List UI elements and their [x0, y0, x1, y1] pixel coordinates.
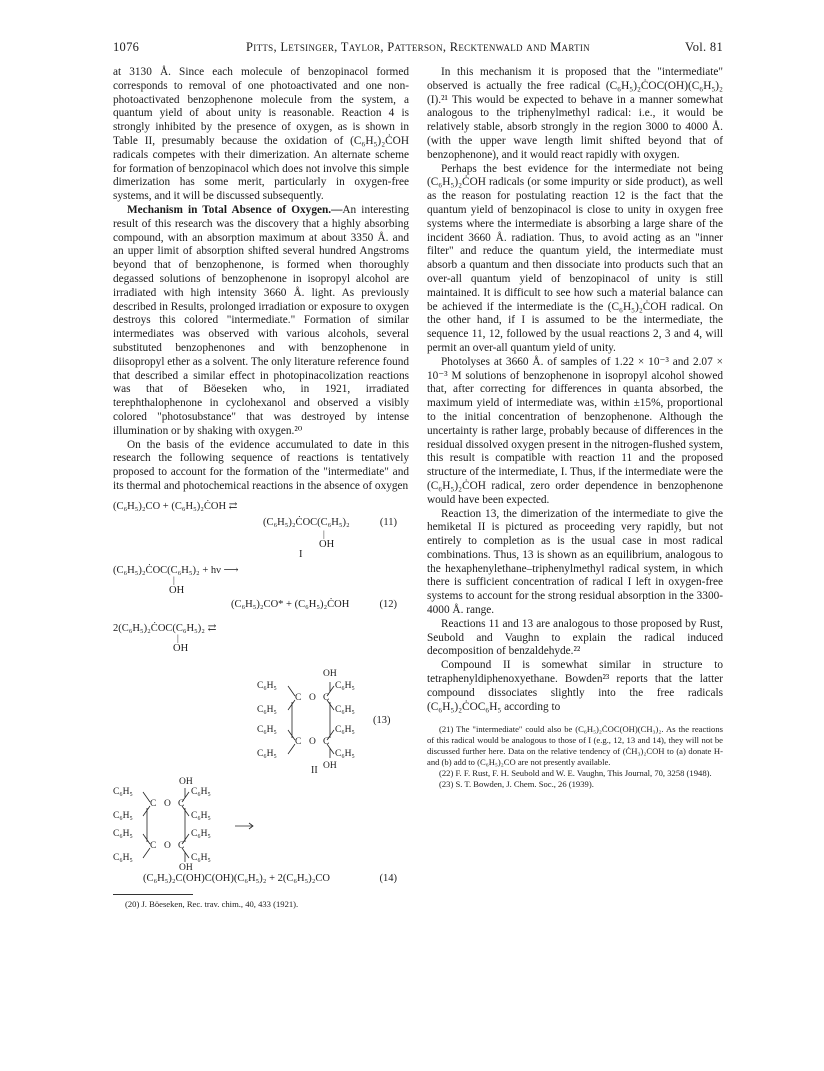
- oxygen-label: O: [309, 692, 316, 703]
- reaction-14-structure: [113, 776, 409, 872]
- footnote-divider: [113, 894, 193, 895]
- carbon-label: C: [150, 840, 157, 851]
- equation-number-14: (14): [379, 872, 397, 884]
- phenyl-label: C₆H₅: [191, 786, 211, 797]
- oh-label: OH: [323, 760, 337, 771]
- right-column: [427, 66, 723, 790]
- reaction-14-bonds: [113, 776, 409, 872]
- reaction-11: (C₆H₅)₂CO + (C₆H₅)₂ĊOH ⇄ (C₆H₅)₂ĊOC(C₆H₅)₂ | OH I (11): [113, 500, 397, 560]
- equation-number-11: (11): [379, 516, 397, 528]
- paragraph: at 3130 Å. Since each molecule of benzopinacol formed corresponds to removal of one photoactivated and one non-photoactivated benzophenone molecule from the system, a quantum yield of about unity is reasonable. Reaction 4 is strongly inhibited by the presence of oxygen, as is shown in Table II, presumably because the oxidation of (C₆H₅)₂ĊOH radicals competes with their dimerization. An alternate scheme for formation of benzopinacol which does not involve this simple dimerization has some merit, particularly in oxygen-free systems, and it will be discussed subsequently.: [113, 66, 409, 203]
- paragraph: Photolyses at 3660 Å. of samples of 1.22 × 10⁻³ and 2.07 × 10⁻³ M solutions of benzophenone in isopropyl alcohol showed that, after correcting for differences in quanta absorbed, the maximum yield of intermediate was, within ±15%, proportional to the initial concentration of benzophenone. Although the uncertainty is rather large, probably because of differences in the residual dissolved oxygen present in the nitrogen-flushed system, this result is compatible with reaction 11 and the proposed structure of the intermediate, I. Thus, if the intermediate were the (C₆H₅)₂ĊOH radical, zero order dependence in benzophenone would have been expected.: [427, 355, 723, 506]
- reaction-13-reactants: 2(C₆H₅)₂ĊOC(C₆H₅)₂ ⇄: [113, 622, 217, 634]
- phenyl-label: C₆H₅: [191, 852, 211, 863]
- carbon-label: C: [178, 840, 185, 851]
- reaction-14-products: (C₆H₅)₂C(OH)C(OH)(C₆H₅)₂ + 2(C₆H₅)₂CO: [143, 872, 331, 884]
- reaction-14: [113, 872, 409, 888]
- reaction-12-products: (C₆H₅)₂CO* + (C₆H₅)₂ĊOH: [231, 598, 350, 610]
- phenyl-label: C₆H₅: [335, 724, 355, 735]
- structure-label-II: II: [311, 764, 318, 776]
- carbon-label: C: [323, 736, 330, 747]
- oxygen-label: O: [309, 736, 316, 747]
- phenyl-label: C₆H₅: [191, 810, 211, 821]
- footnote: (22) F. F. Rust, F. H. Seubold and W. E. Vaughn, This Journal, 70, 3258 (1948).: [439, 768, 712, 779]
- footnotes-right: [427, 724, 723, 790]
- oh-label: OH: [323, 668, 337, 679]
- footnote: (20) J. Böeseken, Rec. trav. chim., 40, 433 (1921).: [125, 898, 299, 909]
- left-column: [113, 66, 409, 910]
- phenyl-label: C₆H₅: [335, 704, 355, 715]
- oh-label: OH: [179, 862, 193, 873]
- carbon-label: C: [150, 798, 157, 809]
- carbon-label: C: [295, 692, 302, 703]
- structure-II: [113, 660, 409, 776]
- equation-number-13: (13): [373, 714, 391, 726]
- carbon-label: C: [178, 798, 185, 809]
- author-line: Pitts, Letsinger, Taylor, Patterson, Recktenwald and Martin: [246, 40, 590, 54]
- phenyl-label: C₆H₅: [257, 724, 277, 735]
- carbon-label: C: [323, 692, 330, 703]
- phenyl-label: C₆H₅: [191, 828, 211, 839]
- paragraph: Perhaps the best evidence for the intermediate not being (C₆H₅)₂ĊOH radicals (or some impurity or side product), as well as the reason for postulating reaction 12 is the fact that the quantum yield of benzopinacol is close to unity in oxygen free systems where the intermediate is absorbing a large share of the incident 3660 Å. radiation. Thus, to avoid acting as an "inner filter" and reduce the quantum yield, the intermediate must absorb a quantum and then dissociate into products such that an over-all quantum yield of benzopinacol of unity is still maintained. It is difficult to see how such a material balance can be achieved if the intermediate is the (C₆H₅)₂ĊOH radical. On the other hand, if I is assumed to be the intermediate, the sequence 11, 12, followed by the usual reactions 2, 3 and 4, will permit an over-all quantum yield of unity.: [427, 162, 723, 354]
- oxygen-label: O: [164, 840, 171, 851]
- paragraph: In this mechanism it is proposed that the "intermediate" observed is actually the free radical (C₆H₅)₂ĊOC(OH)(C₆H₅)₂ (I).²¹ This would be expected to behave in a manner somewhat analogous to the triphenylmethyl radical: i.e., it would be relatively stable, absorb strongly in the region 3000 to 4000 Å. (with the upper wave length limit shifted beyond that of benzophenone), and it would react rapidly with oxygen.: [427, 66, 723, 161]
- reaction-12-hydroxyl: OH: [169, 584, 185, 596]
- volume-number: Vol. 81: [685, 40, 723, 54]
- page-number: 1076: [113, 40, 140, 54]
- phenyl-label: C₆H₅: [335, 680, 355, 691]
- paragraph: [113, 204, 409, 439]
- carbon-label: C: [295, 736, 302, 747]
- phenyl-label: C₆H₅: [113, 828, 133, 839]
- reaction-12-reactants: (C₆H₅)₂ĊOC(C₆H₅)₂ + hν ⟶: [113, 564, 239, 576]
- phenyl-label: C₆H₅: [113, 810, 133, 821]
- paragraph: Reaction 13, the dimerization of the intermediate to give the hemiketal II is pictured as proceeding very rapidly, but not entirely to completion as is the usual case in most radical combinations. Thus, 13 is shown as an equilibrium, analogous to the hexaphenylethane–triphenylmethyl radical system, in which there is sufficient concentration of radical I left in oxygen-free systems to account for the strong residual absorption in the 3300-4000 Å. range.: [427, 507, 723, 617]
- paragraph: On the basis of the evidence accumulated to date in this research the following sequence of reactions is tentatively proposed to account for the formation of the "intermediate" and its thermal and photochemical reactions in the absence of oxygen: [113, 438, 409, 492]
- reaction-12: (C₆H₅)₂ĊOC(C₆H₅)₂ + hν ⟶ | OH (C₆H₅)₂CO* + (C₆H₅)₂ĊOH (12): [113, 564, 397, 610]
- phenyl-label: C₆H₅: [257, 748, 277, 759]
- equation-number-12: (12): [379, 598, 397, 610]
- phenyl-label: C₆H₅: [113, 852, 133, 863]
- paragraph: Reactions 11 and 13 are analogous to those proposed by Rust, Seubold and Vaughn to explain the radical induced decomposition of benzaldehyde.²²: [427, 617, 723, 658]
- phenyl-label: C₆H₅: [257, 680, 277, 691]
- reaction-11-product: (C₆H₅)₂ĊOC(C₆H₅)₂: [263, 516, 350, 528]
- running-head: [113, 40, 723, 58]
- paragraph-text: An interesting result of this research was the discovery that a highly absorbing compound, with an absorption maximum at about 3350 Å. and an upper limit of absorption shifted several hundred Angstroms beyond that of benzophenone, is formed when thoroughly degassed solutions of benzophenone in isopropyl alcohol are irradiated with high intensity 3660 Å. light. As previously described in Results, prolonged irradiation or exposure to oxygen destroys this colored "intermediate." Formation of similar intermediates was observed with various alcohols, several substituted benzophenones and with benzophenone in diisopropyl ether as a solvent. The only literature reference found that described a similar effect in photopinacolization reactions was that of Böeseken who, in 1921, irradiated terephthalophenone in cyclohexanol and observed a visibly colored "photosubstance" that was destroyed by intense illumination or by shaking with oxygen.²⁰: [113, 203, 409, 437]
- footnote: (21) The "intermediate" could also be (C₆H₅)₂ĊOC(OH)(CH₃)₂. As the reactions of this radical would be analogous to those of I (e.g., 12, 13 and 14), they will not be discussed further here. Data on the relative tendency of (ĊH₃)₂COH to (a) donate H- and (b) add to (C₆H₅)₂CO are not presently available.: [427, 724, 723, 768]
- phenyl-label: C₆H₅: [335, 748, 355, 759]
- footnote: (23) S. T. Bowden, J. Chem. Soc., 26 (1939).: [439, 779, 594, 790]
- reaction-11-hydroxyl: OH: [319, 538, 335, 550]
- oxygen-label: O: [164, 798, 171, 809]
- footnotes-left: [113, 899, 409, 910]
- phenyl-label: C₆H₅: [257, 704, 277, 715]
- oh-label: OH: [179, 776, 193, 787]
- reaction-11-reactants: (C₆H₅)₂CO + (C₆H₅)₂ĊOH ⇄: [113, 500, 238, 512]
- section-heading: Mechanism in Total Absence of Oxygen.—: [127, 203, 343, 216]
- paragraph: Compound II is somewhat similar in structure to tetraphenyldiphenoxyethane. Bowden²³ reports that the latter compound dissociates slightly into the free radicals (C₆H₅)₂ĊOC₆H₅ according to: [427, 659, 723, 713]
- reaction-11-compound-label: I: [299, 548, 303, 560]
- reaction-13-hydroxyl: OH: [173, 642, 189, 654]
- reaction-13-reactant: 2(C₆H₅)₂ĊOC(C₆H₅)₂ ⇄ | OH: [113, 622, 217, 654]
- phenyl-label: C₆H₅: [113, 786, 133, 797]
